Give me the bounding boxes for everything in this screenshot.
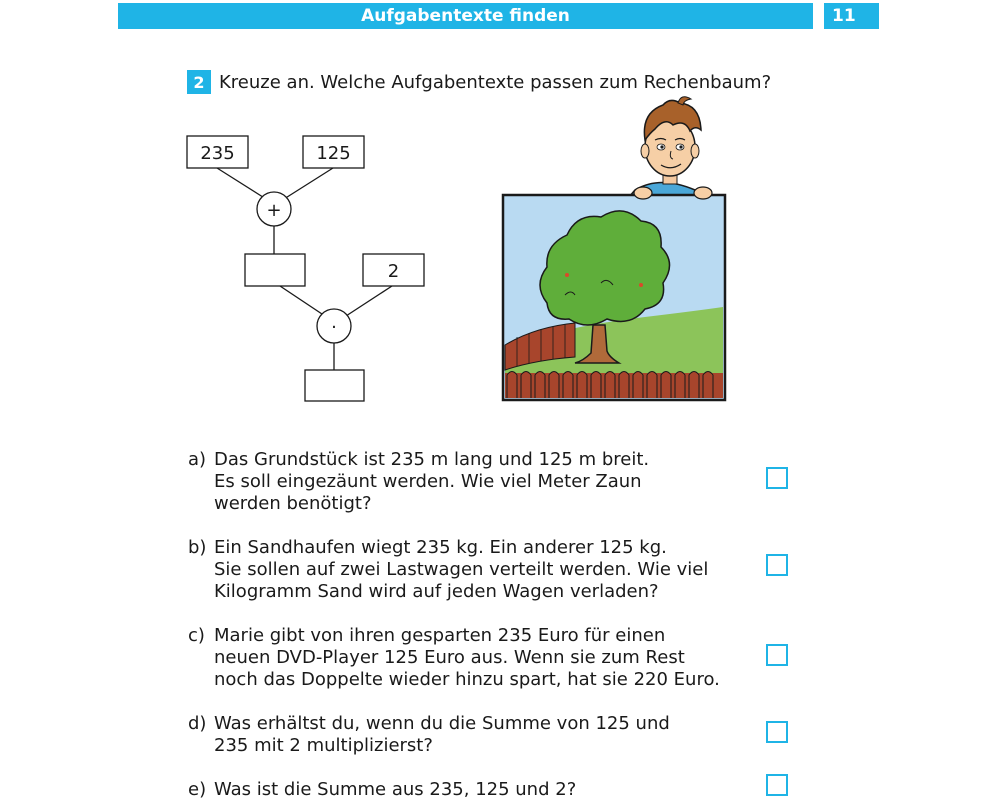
page-number	[824, 3, 879, 29]
question-letter: a)	[188, 449, 207, 470]
question-text-line: Marie gibt von ihren gesparten 235 Euro für einen	[214, 625, 666, 646]
question-text-line: Sie sollen auf zwei Lastwagen verteilt werden. Wie viel	[214, 559, 709, 580]
question-d	[188, 713, 670, 757]
question-text-line: Was ist die Summe aus 235, 125 und 2?	[214, 779, 577, 800]
tree-edge	[280, 286, 325, 316]
question-text-line: Das Grundstück ist 235 m lang und 125 m breit.	[214, 449, 650, 470]
task-number-badge: 2	[187, 70, 211, 94]
question-text-line: werden benötigt?	[214, 493, 372, 514]
checkbox-b[interactable]	[766, 554, 788, 576]
chapter-title: Aufgabentexte finden	[361, 6, 570, 26]
question-e	[188, 779, 576, 801]
question-text-line: Kilogramm Sand wird auf jeden Wagen verladen?	[214, 581, 659, 602]
tree-op-plus-label: +	[266, 200, 282, 221]
checkbox-e[interactable]	[766, 774, 788, 796]
question-text-line: neuen DVD-Player 125 Euro aus. Wenn sie zum Rest	[214, 647, 685, 668]
checkbox-a[interactable]	[766, 467, 788, 489]
tree-box-middle-result[interactable]	[245, 254, 305, 286]
question-letter: e)	[188, 779, 207, 800]
checkbox-c[interactable]	[766, 644, 788, 666]
checkbox-d[interactable]	[766, 721, 788, 743]
tree-value-top-right: 125	[316, 143, 351, 164]
boy-holding-tree-picture-illustration	[495, 95, 735, 410]
question-a	[188, 449, 649, 515]
tree-value-top-left: 235	[200, 143, 235, 164]
question-text-line: Es soll eingezäunt werden. Wie viel Meter Zaun	[214, 471, 642, 492]
calculation-tree	[0, 0, 460, 420]
tree-value-middle-right: 2	[387, 261, 400, 282]
tree-op-times-label: ·	[331, 317, 337, 338]
tree-box-final-result[interactable]	[305, 370, 364, 401]
question-b	[188, 537, 708, 603]
question-text-line: noch das Doppelte wieder hinzu spart, hat sie 220 Euro.	[214, 669, 720, 690]
question-letter: d)	[188, 713, 207, 734]
tree-edge	[217, 168, 266, 199]
question-letter: c)	[188, 625, 205, 646]
question-text-line: 235 mit 2 multiplizierst?	[214, 735, 433, 756]
task-instruction: Kreuze an. Welche Aufgabentexte passen zum Rechenbaum?	[219, 71, 772, 93]
page-number-text: 11	[832, 6, 856, 26]
tree-edge	[284, 168, 333, 199]
question-c	[188, 625, 720, 691]
question-text-line: Ein Sandhaufen wiegt 235 kg. Ein anderer 125 kg.	[214, 537, 667, 558]
question-letter: b)	[188, 537, 207, 558]
tree-edge	[346, 286, 392, 316]
question-text-line: Was erhältst du, wenn du die Summe von 125 und	[214, 713, 670, 734]
